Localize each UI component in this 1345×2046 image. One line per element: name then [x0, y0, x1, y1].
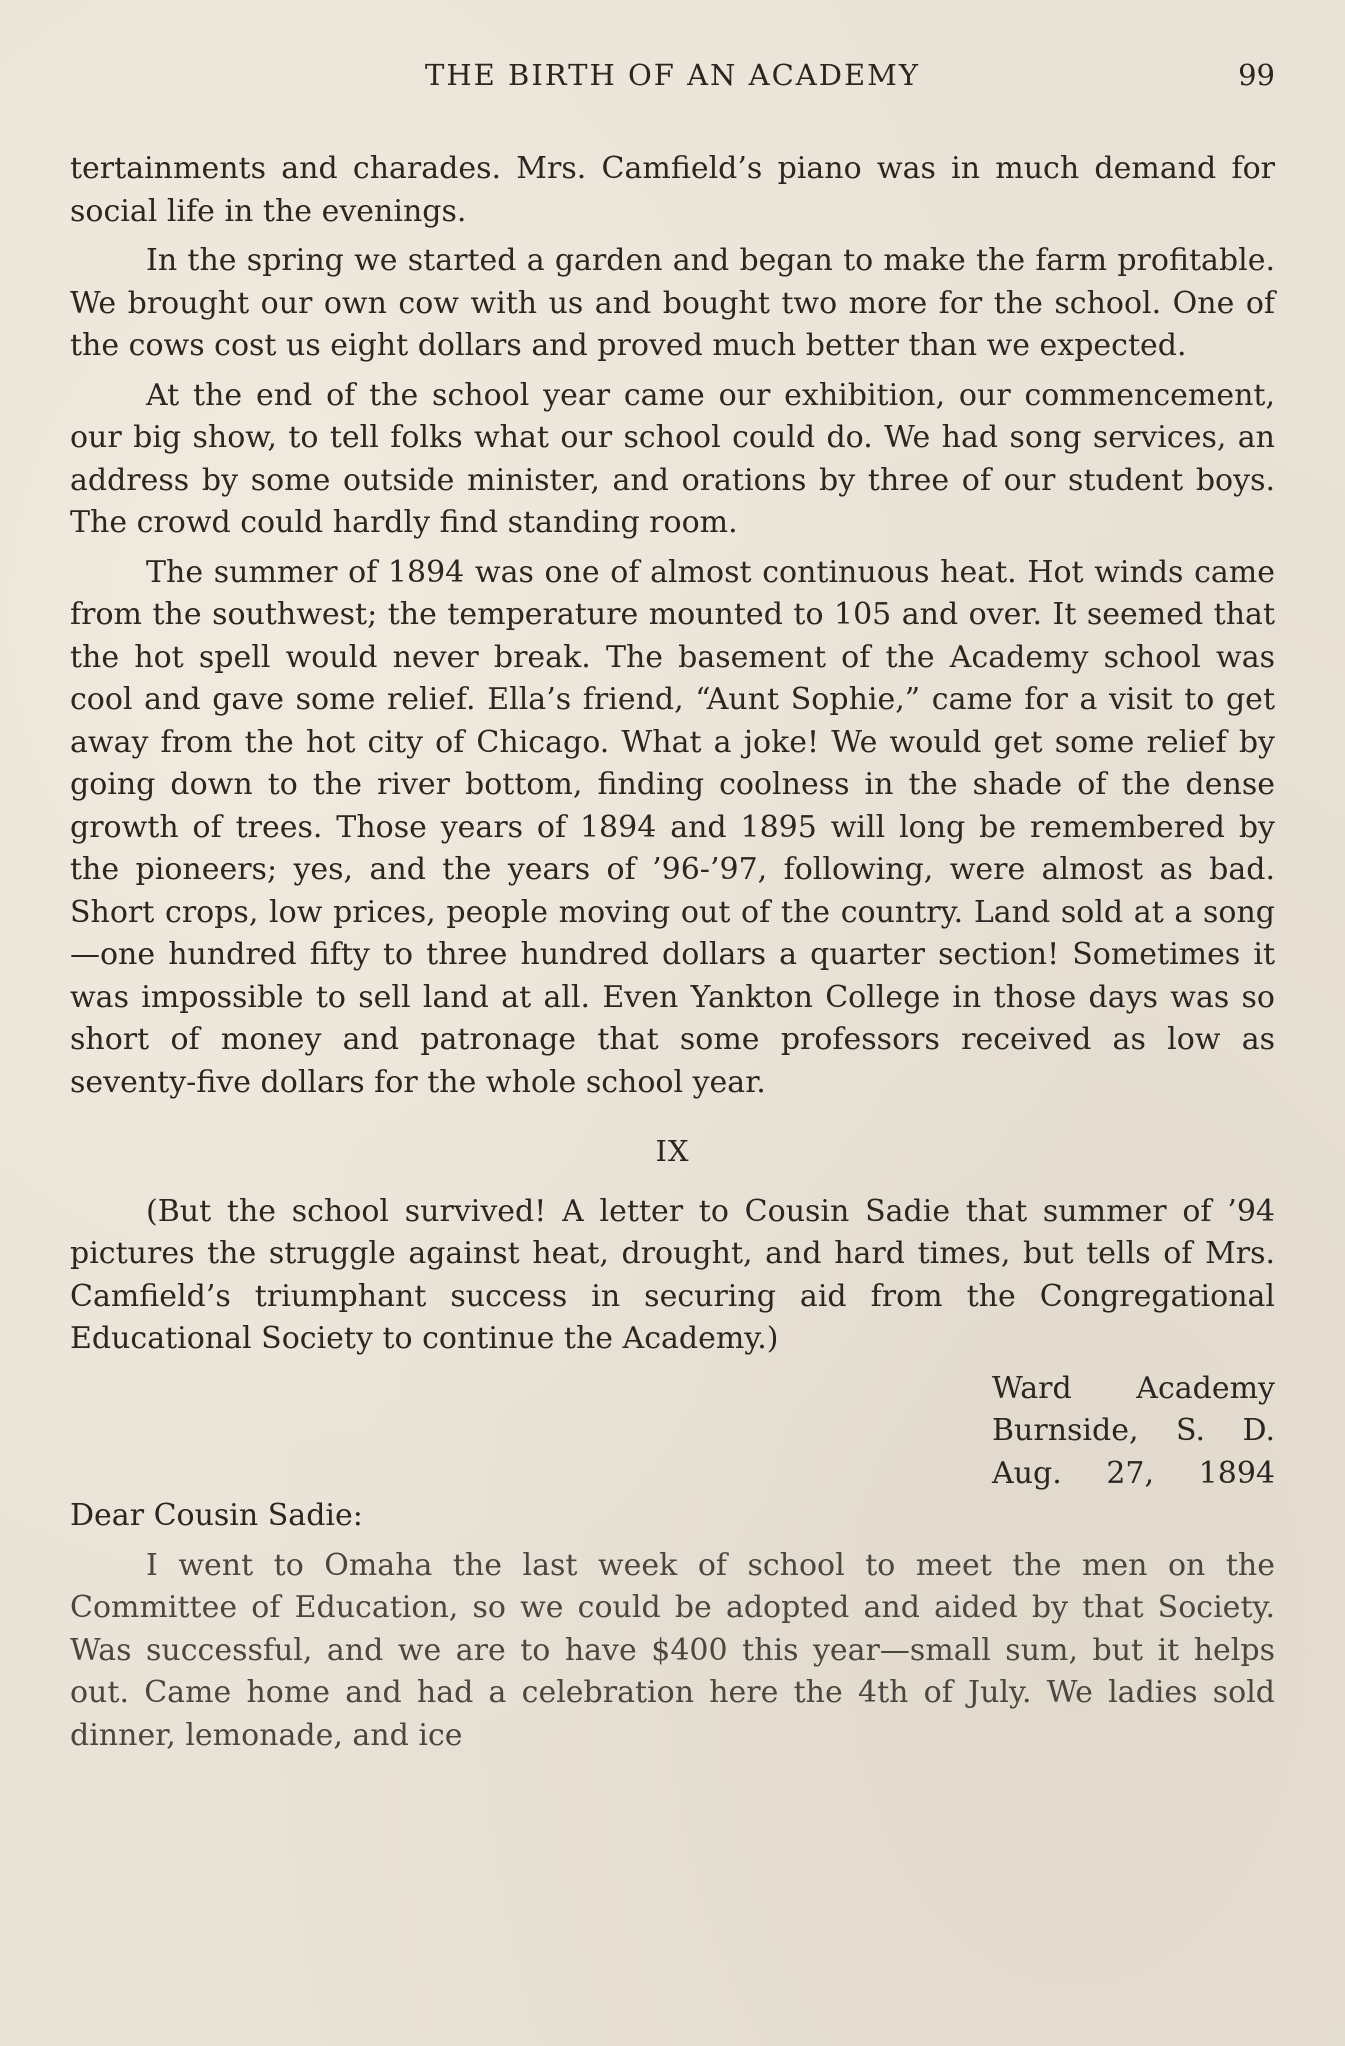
running-head [70, 50, 1275, 100]
letter-body: I went to Omaha the last week of school to meet the men on the Committee of Education, so we could be adopted and aided by that Society. Was successful, and we are to have $400 this year—small sum, but it helps out. Came home and had a celebration here the 4th of July. We ladies sold dinner, lemonade, and ice [70, 1547, 1275, 1753]
paragraph-summer-heat: The summer of 1894 was one of almost continuous heat. Hot winds came from the southwest; the temperature mounted to 105 and over. It seemed that the hot spell would never break. The basement of the Academy school was cool and gave some relief. Ella’s friend, “Aunt Sophie,” came for a visit to get away from the hot city of Chicago. What a joke! We would get some relief by going down to the river bottom, finding coolness in the shade of the dense growth of trees. Those years of 1894 and 1895 will long be remembered by the pioneers; yes, and the years of ’96-’97, following, were almost as bad. Short crops, low prices, people moving out of the country. Land sold at a song—one hundred fifty to three hundred dollars a quarter section! Sometimes it was impossible to sell land at all. Even Yankton College in those days was so short of money and patronage that some professors received as low as seventy-five dollars for the whole school year. [70, 554, 1275, 1100]
section-intro: (But the school survived! A letter to Cousin Sadie that summer of ’94 pictures the struggle against heat, drought, and hard times, but tells of Mrs. Camfield’s triumphant success in securing aid from the Congregational Educational Society to continue the Academy.) [70, 1193, 1275, 1356]
page-number: 99 [1238, 58, 1275, 92]
paragraph-garden: In the spring we started a garden and began to make the farm profitable. We brought our own cow with us and bought two more for the school. One of the cows cost us eight dollars and proved much better than we expected. [70, 243, 1275, 363]
running-title: THE BIRTH OF AN ACADEMY [425, 58, 920, 92]
body-text [70, 148, 1275, 1757]
paragraph-continuation: tertainments and charades. Mrs. Camfield’s piano was in much demand for social life in the evenings. [70, 151, 1275, 229]
letter-address [992, 1368, 1275, 1496]
letter-date: Aug. 27, 1894 [992, 1455, 1275, 1491]
book-page [70, 50, 1275, 2010]
letter-salutation: Dear Cousin Sadie: [70, 1498, 363, 1533]
address-line-2: Burnside, S. D. [992, 1413, 1275, 1448]
address-line-1: Ward Academy [992, 1370, 1275, 1406]
section-number: IX [655, 1134, 690, 1168]
paragraph-commencement: At the end of the school year came our exhibition, our commencement, our big show, to tell folks what our school could do. We had song services, an address by some outside minister, and orations by three of our student boys. The crowd could hardly find standing room. [70, 377, 1275, 540]
